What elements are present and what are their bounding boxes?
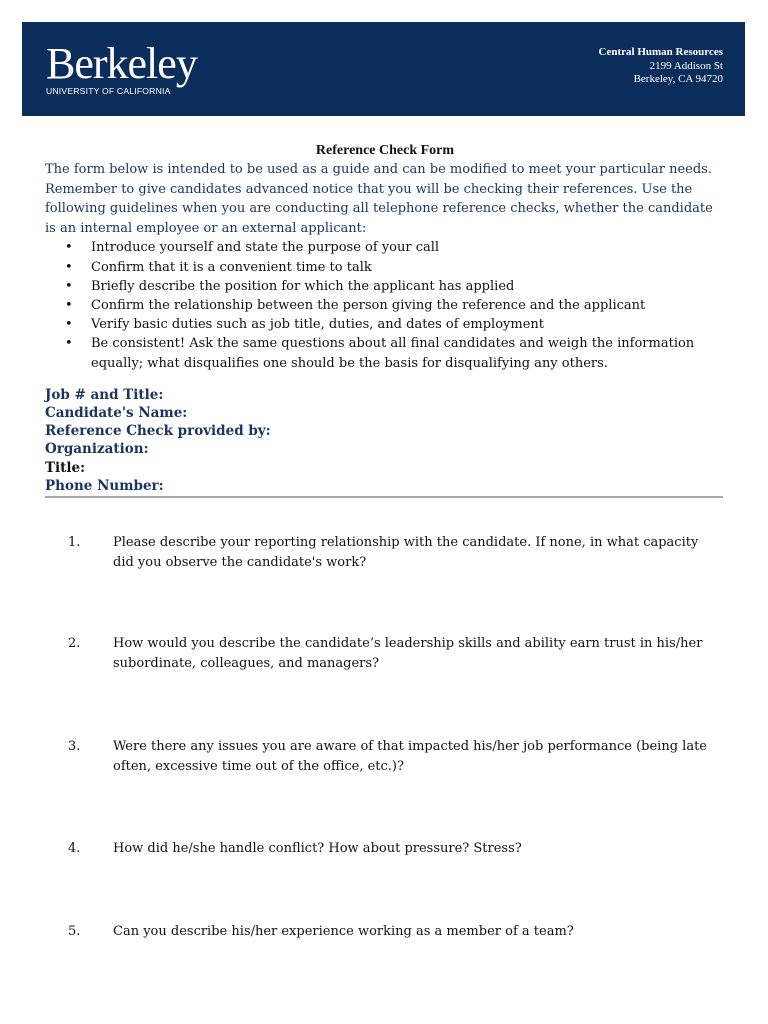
guideline-text: Be consistent! Ask the same questions about all final candidates and weigh the information equally; what disqualifies one should be the basis for disqualifying any others.: [91, 336, 695, 371]
logo-wordmark: Berkeley: [46, 39, 197, 88]
question-item: [68, 533, 718, 572]
bullet-icon: •: [65, 336, 73, 352]
question-text: How did he/she handle conflict? How about pressure? Stress?: [113, 841, 522, 856]
bullet-icon: •: [65, 317, 73, 333]
list-item: [45, 238, 725, 257]
office-address: [599, 46, 723, 87]
question-item: [68, 839, 718, 859]
intro-paragraph: The form below is intended to be used as a guide and can be modified to meet your particular needs. Remember to give candidates advanced notice that you will be checking their references. Use the following guidelines when you are conducting all telephone reference checks, whether the candidate is an internal employee or an external applicant:: [45, 162, 713, 236]
form-content: [45, 141, 725, 498]
question-number: 3.: [68, 739, 81, 754]
guideline-text: Verify basic duties such as job title, duties, and dates of employment: [91, 317, 544, 333]
guideline-text: Confirm the relationship between the person giving the reference and the applicant: [91, 297, 646, 313]
header-banner: [22, 22, 745, 116]
candidate-name-field[interactable]: Candidate's Name:: [45, 405, 188, 421]
list-item: [45, 296, 725, 315]
organization-field[interactable]: Organization:: [45, 441, 149, 458]
bullet-icon: •: [65, 259, 73, 275]
title-field[interactable]: Title:: [45, 459, 86, 476]
guideline-text: Introduce yourself and state the purpose of your call: [91, 240, 440, 256]
question-item: [68, 634, 718, 673]
berkeley-logo: [46, 39, 206, 100]
job-title-field[interactable]: Job # and Title:: [45, 386, 164, 403]
list-item: [45, 334, 725, 372]
question-text: Were there any issues you are aware of that impacted his/her job performance (being late often, excessive time out of the office, etc.)?: [113, 739, 707, 774]
bullet-icon: •: [65, 297, 73, 313]
form-title: Reference Check Form: [315, 143, 455, 158]
section-divider: [45, 496, 723, 498]
question-text: How would you describe the candidate’s leadership skills and ability earn trust in his/her subordinate, colleagues, and managers?: [113, 636, 703, 671]
list-item: [45, 277, 725, 296]
guideline-text: Briefly describe the position for which the applicant has applied: [91, 278, 515, 294]
office-city: Berkeley, CA 94720: [633, 73, 723, 85]
list-item: [45, 258, 725, 277]
guideline-text: Confirm that it is a convenient time to talk: [91, 259, 372, 275]
question-number: 2.: [68, 636, 81, 651]
office-street: 2199 Addison St: [649, 59, 723, 72]
phone-number-field[interactable]: Phone Number:: [45, 477, 164, 494]
question-text: Please describe your reporting relationship with the candidate. If none, in what capacity did you observe the candidate's work?: [113, 535, 699, 570]
list-item: [45, 315, 725, 334]
reference-provided-by-field[interactable]: Reference Check provided by:: [45, 423, 271, 440]
question-item: [68, 737, 718, 776]
office-name: Central Human Resources: [598, 46, 723, 58]
question-number: 1.: [68, 535, 81, 550]
bullet-icon: •: [65, 240, 73, 256]
question-text: Can you describe his/her experience working as a member of a team?: [113, 924, 574, 939]
question-number: 5.: [68, 924, 81, 939]
logo-subtitle: UNIVERSITY OF CALIFORNIA: [46, 86, 171, 96]
bullet-icon: •: [65, 278, 73, 294]
candidate-fields: [45, 386, 725, 495]
question-item: [68, 922, 718, 942]
guidelines-list: [45, 238, 725, 372]
question-number: 4.: [68, 841, 81, 856]
